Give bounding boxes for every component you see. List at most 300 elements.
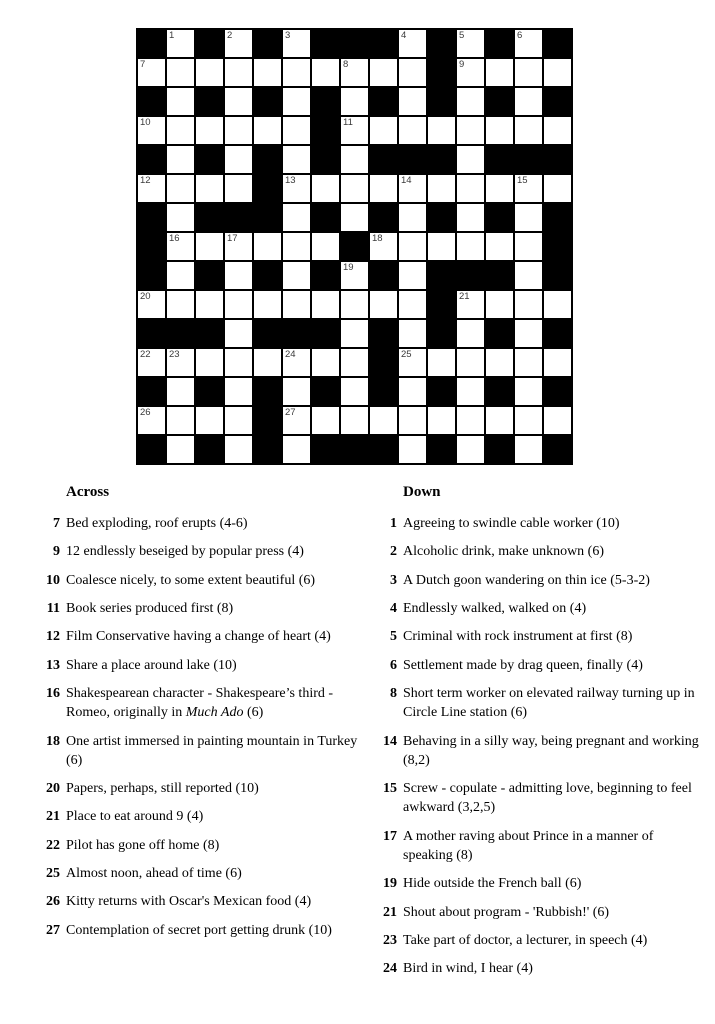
grid-cell[interactable]	[457, 30, 484, 57]
grid-block-cell	[138, 320, 165, 347]
grid-cell[interactable]	[486, 407, 513, 434]
grid-block-cell	[544, 320, 571, 347]
grid-cell[interactable]	[167, 262, 194, 289]
cell-number: 5	[459, 30, 465, 41]
grid-cell[interactable]	[399, 320, 426, 347]
grid-block-cell	[138, 436, 165, 463]
grid-cell[interactable]	[283, 59, 310, 86]
grid-block-cell	[428, 146, 455, 173]
cell-number: 13	[285, 175, 296, 186]
grid-block-cell	[428, 59, 455, 86]
grid-cell[interactable]	[370, 407, 397, 434]
grid-cell[interactable]	[167, 204, 194, 231]
clue-text: Contemplation of secret port getting drunk (10)	[66, 922, 332, 938]
clue-text: Alcoholic drink, make unknown (6)	[403, 544, 605, 560]
clue-text: Bird in wind, I hear (4)	[403, 961, 533, 977]
grid-block-cell	[544, 233, 571, 260]
clue-down-23	[377, 931, 700, 950]
grid-cell[interactable]	[399, 117, 426, 144]
grid-cell[interactable]	[138, 349, 165, 376]
grid-cell[interactable]	[515, 59, 542, 86]
clue-down-1	[377, 514, 700, 533]
grid-block-cell	[254, 262, 281, 289]
clue-down-8	[377, 684, 700, 723]
grid-cell[interactable]	[515, 117, 542, 144]
grid-cell[interactable]	[167, 88, 194, 115]
grid-block-cell	[370, 349, 397, 376]
clue-text: Almost noon, ahead of time (6)	[66, 866, 242, 882]
grid-cell[interactable]	[283, 233, 310, 260]
grid-cell[interactable]	[167, 233, 194, 260]
grid-cell[interactable]	[341, 175, 368, 202]
grid-cell[interactable]	[225, 349, 252, 376]
grid-block-cell	[370, 436, 397, 463]
grid-cell[interactable]	[283, 146, 310, 173]
grid-cell[interactable]	[515, 407, 542, 434]
grid-cell[interactable]	[341, 146, 368, 173]
grid-cell[interactable]	[515, 262, 542, 289]
grid-block-cell	[196, 378, 223, 405]
grid-cell[interactable]	[167, 291, 194, 318]
clue-text: A mother raving about Prince in a manner of speaking (8)	[403, 828, 654, 864]
grid-block-cell	[196, 262, 223, 289]
grid-cell[interactable]	[283, 175, 310, 202]
grid-cell[interactable]	[515, 30, 542, 57]
grid-cell[interactable]	[399, 175, 426, 202]
cell-number: 12	[140, 175, 151, 186]
grid-cell[interactable]	[457, 204, 484, 231]
grid-cell[interactable]	[225, 378, 252, 405]
grid-cell[interactable]	[167, 349, 194, 376]
clue-across-10	[40, 571, 360, 590]
grid-block-cell	[254, 378, 281, 405]
clue-number: 2	[390, 544, 397, 560]
clue-text: Criminal with rock instrument at first (8)	[403, 629, 633, 645]
grid-cell[interactable]	[167, 436, 194, 463]
grid-block-cell	[370, 88, 397, 115]
grid-cell[interactable]	[399, 291, 426, 318]
clue-number: 21	[383, 904, 397, 920]
clue-across-7	[40, 514, 360, 533]
crossword-grid	[136, 28, 573, 465]
clue-number: 6	[390, 657, 397, 673]
grid-block-cell	[457, 262, 484, 289]
grid-cell[interactable]	[196, 233, 223, 260]
grid-cell[interactable]	[225, 262, 252, 289]
clue-number: 14	[383, 733, 397, 749]
grid-cell[interactable]	[341, 262, 368, 289]
grid-cell[interactable]	[457, 175, 484, 202]
grid-cell[interactable]	[341, 59, 368, 86]
grid-cell[interactable]	[486, 291, 513, 318]
clue-text: Endlessly walked, walked on (4)	[403, 600, 587, 616]
clue-number: 5	[390, 629, 397, 645]
grid-block-cell	[544, 262, 571, 289]
grid-block-cell	[254, 30, 281, 57]
clue-across-25	[40, 864, 360, 883]
grid-cell[interactable]	[312, 349, 339, 376]
grid-cell[interactable]	[196, 349, 223, 376]
grid-cell[interactable]	[312, 175, 339, 202]
grid-cell[interactable]	[225, 117, 252, 144]
grid-cell[interactable]	[283, 407, 310, 434]
grid-cell[interactable]	[399, 59, 426, 86]
grid-cell[interactable]	[283, 378, 310, 405]
clue-down-3	[377, 571, 700, 590]
clue-number: 16	[46, 685, 60, 701]
clue-down-14	[377, 732, 700, 771]
grid-cell[interactable]	[457, 117, 484, 144]
grid-cell[interactable]	[399, 204, 426, 231]
grid-cell[interactable]	[196, 291, 223, 318]
grid-cell[interactable]	[370, 175, 397, 202]
clue-number: 26	[46, 894, 60, 910]
cell-number: 4	[401, 30, 407, 41]
grid-cell[interactable]	[399, 30, 426, 57]
grid-cell[interactable]	[341, 407, 368, 434]
clue-number: 27	[46, 922, 60, 938]
cell-number: 21	[459, 291, 470, 302]
grid-block-cell	[428, 262, 455, 289]
grid-cell[interactable]	[457, 407, 484, 434]
grid-cell[interactable]	[196, 407, 223, 434]
grid-cell[interactable]	[225, 30, 252, 57]
cell-number: 9	[459, 59, 465, 70]
grid-cell[interactable]	[312, 233, 339, 260]
grid-cell[interactable]	[515, 349, 542, 376]
grid-block-cell	[428, 291, 455, 318]
grid-cell[interactable]	[225, 146, 252, 173]
grid-block-cell	[283, 320, 310, 347]
cell-number: 3	[285, 30, 291, 41]
clue-text: One artist immersed in painting mountain in Turkey (6)	[66, 733, 358, 768]
clue-down-4	[377, 599, 700, 618]
clue-across-12	[40, 627, 360, 646]
grid-block-cell	[544, 436, 571, 463]
grid-cell[interactable]	[283, 291, 310, 318]
clue-number: 10	[46, 572, 60, 588]
grid-cell[interactable]	[283, 204, 310, 231]
grid-cell[interactable]	[515, 378, 542, 405]
grid-cell[interactable]	[167, 117, 194, 144]
clue-text: Bed exploding, roof erupts (4-6)	[66, 516, 248, 531]
grid-block-cell	[486, 146, 513, 173]
clue-down-17	[377, 827, 700, 866]
grid-block-cell	[486, 30, 513, 57]
grid-cell[interactable]	[399, 407, 426, 434]
grid-cell[interactable]	[457, 59, 484, 86]
clue-text: Short term worker on elevated railway turning up in Circle Line station (6)	[403, 685, 695, 721]
grid-cell[interactable]	[283, 262, 310, 289]
grid-cell[interactable]	[312, 407, 339, 434]
clue-down-5	[377, 627, 700, 646]
grid-cell[interactable]	[399, 349, 426, 376]
grid-block-cell	[486, 204, 513, 231]
grid-cell[interactable]	[225, 88, 252, 115]
grid-cell[interactable]	[225, 291, 252, 318]
grid-block-cell	[486, 378, 513, 405]
grid-cell[interactable]	[399, 436, 426, 463]
clue-text: Pilot has gone off home (8)	[66, 837, 220, 853]
grid-block-cell	[544, 378, 571, 405]
grid-cell[interactable]	[341, 320, 368, 347]
clue-across-22	[40, 836, 360, 855]
grid-cell[interactable]	[370, 291, 397, 318]
cell-number: 14	[401, 175, 412, 186]
clue-text: Papers, perhaps, still reported (10)	[66, 781, 259, 797]
grid-cell[interactable]	[341, 88, 368, 115]
grid-cell[interactable]	[544, 175, 571, 202]
grid-cell[interactable]	[225, 59, 252, 86]
grid-block-cell	[428, 30, 455, 57]
cell-number: 22	[140, 349, 151, 360]
grid-cell[interactable]	[515, 204, 542, 231]
grid-block-cell	[254, 436, 281, 463]
grid-block-cell	[196, 436, 223, 463]
grid-cell[interactable]	[254, 59, 281, 86]
grid-cell[interactable]	[457, 88, 484, 115]
cell-number: 25	[401, 349, 412, 360]
grid-cell[interactable]	[283, 349, 310, 376]
grid-cell[interactable]	[370, 117, 397, 144]
grid-block-cell	[254, 175, 281, 202]
grid-block-cell	[225, 204, 252, 231]
grid-block-cell	[312, 88, 339, 115]
grid-cell[interactable]	[544, 59, 571, 86]
clue-number: 17	[383, 828, 397, 844]
down-clues-column	[377, 484, 700, 988]
grid-cell[interactable]	[341, 349, 368, 376]
grid-cell[interactable]	[167, 175, 194, 202]
grid-cell[interactable]	[515, 88, 542, 115]
grid-cell[interactable]	[457, 320, 484, 347]
grid-cell[interactable]	[341, 117, 368, 144]
clue-text: Film Conservative having a change of heart (4)	[66, 629, 331, 645]
grid-block-cell	[138, 233, 165, 260]
grid-block-cell	[138, 88, 165, 115]
grid-block-cell	[254, 320, 281, 347]
grid-block-cell	[254, 88, 281, 115]
grid-cell[interactable]	[196, 117, 223, 144]
grid-block-cell	[312, 262, 339, 289]
grid-cell[interactable]	[457, 436, 484, 463]
grid-cell[interactable]	[138, 175, 165, 202]
grid-cell[interactable]	[283, 88, 310, 115]
grid-cell[interactable]	[370, 233, 397, 260]
grid-cell[interactable]	[254, 233, 281, 260]
grid-cell[interactable]	[544, 407, 571, 434]
clue-number: 25	[46, 866, 60, 882]
cell-number: 10	[140, 117, 151, 128]
grid-block-cell	[312, 320, 339, 347]
grid-block-cell	[312, 378, 339, 405]
clue-text: A Dutch goon wandering on thin ice (5-3-2)	[403, 572, 650, 588]
grid-cell[interactable]	[341, 378, 368, 405]
clue-across-16	[40, 684, 360, 723]
grid-block-cell	[428, 378, 455, 405]
clue-text: Kitty returns with Oscar's Mexican food (4)	[66, 894, 312, 910]
grid-block-cell	[341, 30, 368, 57]
across-clues-column	[40, 484, 360, 988]
grid-cell[interactable]	[167, 378, 194, 405]
grid-block-cell	[428, 436, 455, 463]
grid-cell[interactable]	[486, 349, 513, 376]
grid-block-cell	[428, 320, 455, 347]
grid-cell[interactable]	[341, 291, 368, 318]
grid-block-cell	[138, 204, 165, 231]
grid-block-cell	[312, 436, 339, 463]
clue-down-19	[377, 874, 700, 893]
across-heading: Across	[66, 484, 110, 500]
grid-cell[interactable]	[225, 175, 252, 202]
grid-block-cell	[486, 262, 513, 289]
clue-across-9	[40, 542, 360, 561]
grid-cell[interactable]	[544, 349, 571, 376]
clue-text: Shout about program - 'Rubbish!' (6)	[403, 904, 610, 920]
cell-number: 18	[372, 233, 383, 244]
clue-across-18	[40, 732, 360, 771]
clue-down-24	[377, 959, 700, 978]
grid-cell[interactable]	[486, 233, 513, 260]
clue-number: 19	[383, 876, 397, 892]
clue-across-11	[40, 599, 360, 618]
grid-cell[interactable]	[515, 320, 542, 347]
grid-block-cell	[486, 88, 513, 115]
grid-cell[interactable]	[428, 233, 455, 260]
grid-block-cell	[196, 88, 223, 115]
cell-number: 19	[343, 262, 354, 273]
grid-block-cell	[312, 204, 339, 231]
grid-cell[interactable]	[515, 291, 542, 318]
grid-block-cell	[196, 204, 223, 231]
grid-block-cell	[341, 436, 368, 463]
grid-block-cell	[370, 204, 397, 231]
grid-cell[interactable]	[312, 59, 339, 86]
grid-cell[interactable]	[515, 436, 542, 463]
clue-down-21	[377, 903, 700, 922]
grid-block-cell	[370, 146, 397, 173]
grid-cell[interactable]	[167, 30, 194, 57]
grid-cell[interactable]	[428, 175, 455, 202]
grid-cell[interactable]	[225, 320, 252, 347]
grid-block-cell	[312, 30, 339, 57]
clue-number: 11	[46, 600, 60, 616]
grid-cell[interactable]	[225, 233, 252, 260]
grid-block-cell	[544, 204, 571, 231]
grid-cell[interactable]	[399, 262, 426, 289]
clue-number: 22	[46, 837, 60, 853]
grid-cell[interactable]	[544, 117, 571, 144]
clue-down-2	[377, 542, 700, 561]
clues-section	[40, 484, 700, 988]
grid-cell[interactable]	[399, 88, 426, 115]
grid-cell[interactable]	[225, 407, 252, 434]
clue-text: Hide outside the French ball (6)	[403, 876, 582, 892]
grid-cell[interactable]	[167, 146, 194, 173]
grid-cell[interactable]	[254, 291, 281, 318]
grid-cell[interactable]	[138, 291, 165, 318]
cell-number: 11	[343, 117, 353, 128]
grid-cell[interactable]	[457, 233, 484, 260]
grid-cell[interactable]	[196, 175, 223, 202]
grid-cell[interactable]	[544, 291, 571, 318]
grid-block-cell	[486, 436, 513, 463]
grid-cell[interactable]	[196, 59, 223, 86]
grid-cell[interactable]	[283, 117, 310, 144]
grid-cell[interactable]	[283, 30, 310, 57]
clue-text: Take part of doctor, a lecturer, in speech (4)	[403, 933, 648, 948]
cell-number: 15	[517, 175, 528, 186]
grid-cell[interactable]	[515, 233, 542, 260]
grid-block-cell	[486, 320, 513, 347]
clue-number: 13	[46, 657, 60, 673]
grid-block-cell	[515, 146, 542, 173]
cell-number: 26	[140, 407, 151, 418]
grid-cell[interactable]	[486, 59, 513, 86]
clue-across-20	[40, 779, 360, 798]
cell-number: 16	[169, 233, 180, 244]
grid-cell[interactable]	[457, 349, 484, 376]
clue-across-27	[40, 921, 360, 940]
grid-block-cell	[341, 233, 368, 260]
clue-text: Agreeing to swindle cable worker (10)	[403, 516, 620, 531]
clue-text: 12 endlessly beseiged by popular press (4)	[66, 544, 304, 560]
grid-cell[interactable]	[254, 117, 281, 144]
clue-across-13	[40, 656, 360, 675]
grid-cell[interactable]	[486, 175, 513, 202]
grid-block-cell	[138, 30, 165, 57]
grid-cell[interactable]	[399, 233, 426, 260]
grid-cell[interactable]	[515, 175, 542, 202]
clue-text: Book series produced first (8)	[66, 600, 234, 616]
clue-number: 7	[53, 516, 60, 531]
clue-number: 15	[383, 781, 397, 797]
grid-cell[interactable]	[312, 291, 339, 318]
grid-cell[interactable]	[167, 407, 194, 434]
grid-cell[interactable]	[457, 378, 484, 405]
grid-cell[interactable]	[457, 146, 484, 173]
cell-number: 17	[227, 233, 238, 244]
grid-cell[interactable]	[341, 204, 368, 231]
grid-block-cell	[428, 204, 455, 231]
grid-cell[interactable]	[457, 291, 484, 318]
grid-cell[interactable]	[428, 349, 455, 376]
grid-cell[interactable]	[399, 378, 426, 405]
grid-cell[interactable]	[283, 436, 310, 463]
grid-cell[interactable]	[138, 117, 165, 144]
clue-across-21	[40, 807, 360, 826]
grid-cell[interactable]	[254, 349, 281, 376]
grid-block-cell	[370, 378, 397, 405]
grid-cell[interactable]	[486, 117, 513, 144]
grid-block-cell	[312, 117, 339, 144]
grid-block-cell	[138, 378, 165, 405]
clue-text: Share a place around lake (10)	[66, 657, 237, 673]
grid-cell[interactable]	[138, 407, 165, 434]
grid-cell[interactable]	[225, 436, 252, 463]
grid-block-cell	[399, 146, 426, 173]
grid-cell[interactable]	[370, 59, 397, 86]
clue-text: Place to eat around 9 (4)	[66, 809, 204, 825]
grid-cell[interactable]	[167, 59, 194, 86]
grid-cell[interactable]	[428, 117, 455, 144]
down-heading: Down	[403, 484, 441, 500]
grid-cell[interactable]	[138, 59, 165, 86]
grid-block-cell	[428, 88, 455, 115]
grid-block-cell	[312, 146, 339, 173]
grid-cell[interactable]	[428, 407, 455, 434]
grid-block-cell	[544, 30, 571, 57]
